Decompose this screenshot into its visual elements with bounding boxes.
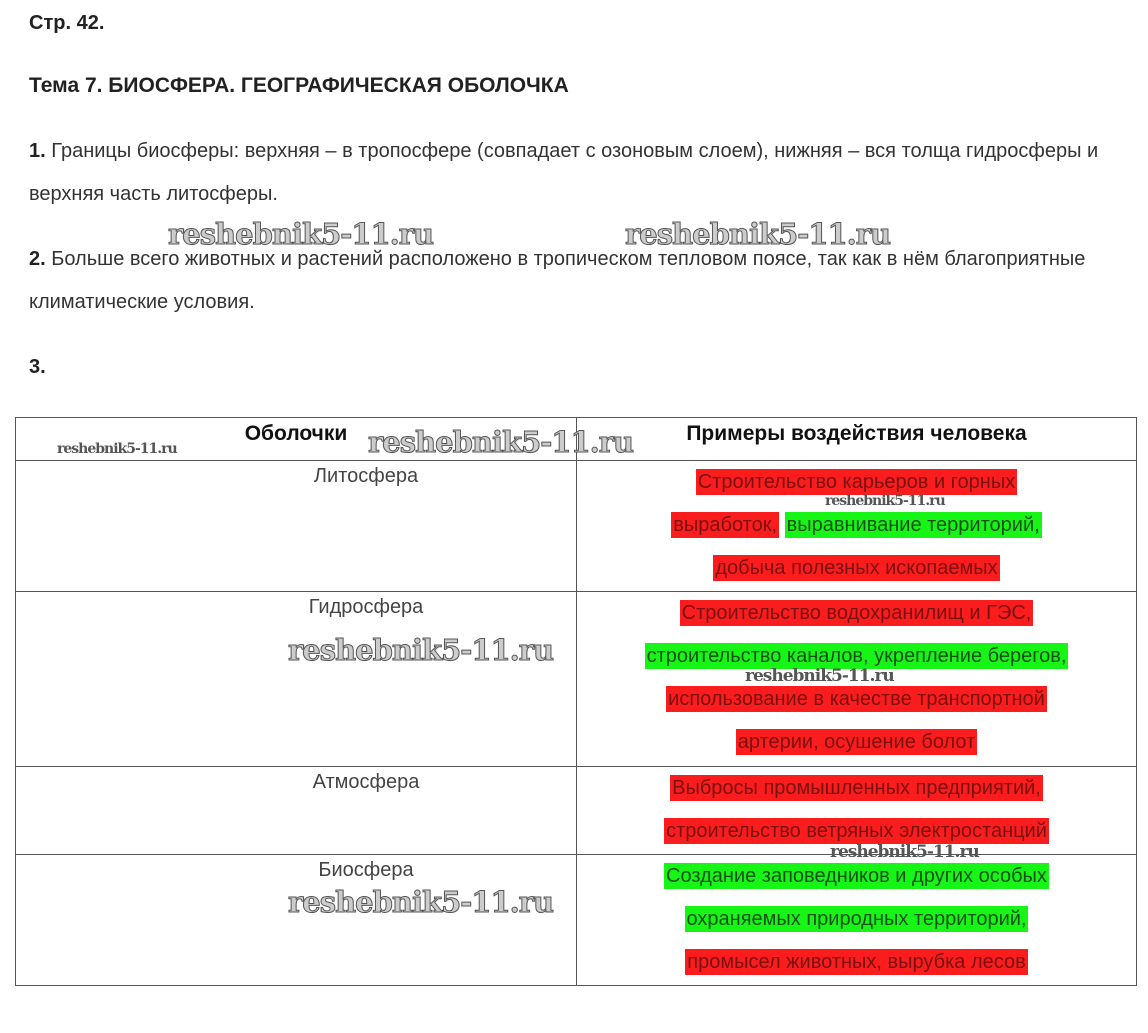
sphere-cell: Биосфера	[16, 855, 577, 986]
highlight-red: использование в качестве транспортной	[668, 688, 1045, 710]
sphere-cell: Атмосфера	[16, 767, 577, 855]
highlight-green: охраняемых природных территорий,	[686, 908, 1027, 930]
example-line	[577, 592, 1136, 635]
table-row	[16, 855, 1137, 986]
highlight-green: выравнивание территорий,	[786, 514, 1040, 536]
example-line	[577, 547, 1136, 590]
table-row	[16, 592, 1137, 767]
watermark: reshebnik5-11.ru	[57, 441, 177, 457]
highlight-red: артерии, осушение болот	[737, 731, 976, 753]
highlight-red: выработок,	[673, 514, 778, 536]
highlight-red: промысел животных, вырубка лесов	[687, 951, 1026, 973]
table-row	[16, 461, 1137, 592]
watermark: reshebnik5-11.ru	[368, 425, 634, 459]
header-spheres: Оболочки	[16, 418, 577, 461]
page-number: Стр. 42.	[29, 12, 105, 34]
header-examples: Примеры воздействия человека	[577, 418, 1137, 461]
examples-cell	[577, 461, 1137, 592]
watermark: reshebnik5-11.ru	[830, 842, 979, 862]
example-line	[577, 767, 1136, 810]
answer-2-number: 2.	[29, 248, 46, 270]
highlight-green: Создание заповедников и других особых	[666, 865, 1047, 887]
topic-title: Тема 7. БИОСФЕРА. ГЕОГРАФИЧЕСКАЯ ОБОЛОЧКА	[29, 74, 569, 97]
answer-2-text: Больше всего животных и растений расположено в тропическом тепловом поясе, так как в нём благоприятные климатические условия.	[29, 248, 1086, 313]
highlight-green: строительство каналов, укрепление берегов,	[646, 645, 1067, 667]
highlight-red: строительство ветряных электростанций	[666, 820, 1047, 842]
watermark: reshebnik5-11.ru	[288, 633, 554, 667]
example-line	[577, 941, 1136, 984]
watermark: reshebnik5-11.ru	[168, 217, 434, 251]
sphere-cell: Литосфера	[16, 461, 577, 592]
watermark: reshebnik5-11.ru	[625, 217, 891, 251]
highlight-red: Строительство карьеров и горных	[697, 471, 1016, 493]
watermark: reshebnik5-11.ru	[745, 666, 894, 686]
answer-1-number: 1.	[29, 140, 46, 162]
watermark: reshebnik5-11.ru	[825, 493, 945, 509]
example-line	[577, 504, 1136, 547]
example-line	[577, 721, 1136, 764]
spacer	[779, 514, 785, 536]
impact-table	[15, 417, 1137, 986]
answer-1-text: Границы биосферы: верхняя – в тропосфере (совпадает с озоновым слоем), нижняя – вся толща гидросферы и верхняя часть литосферы.	[29, 140, 1099, 205]
watermark: reshebnik5-11.ru	[288, 885, 554, 919]
highlight-red: Выбросы промышленных предприятий,	[672, 777, 1041, 799]
answer-1	[29, 130, 1128, 216]
examples-cell	[577, 855, 1137, 986]
highlight-red: добыча полезных ископаемых	[715, 557, 998, 579]
sphere-cell: Гидросфера	[16, 592, 577, 767]
example-line	[577, 898, 1136, 941]
highlight-red: Строительство водохранилищ и ГЭС,	[681, 602, 1032, 624]
answer-3-number: 3.	[29, 356, 46, 378]
